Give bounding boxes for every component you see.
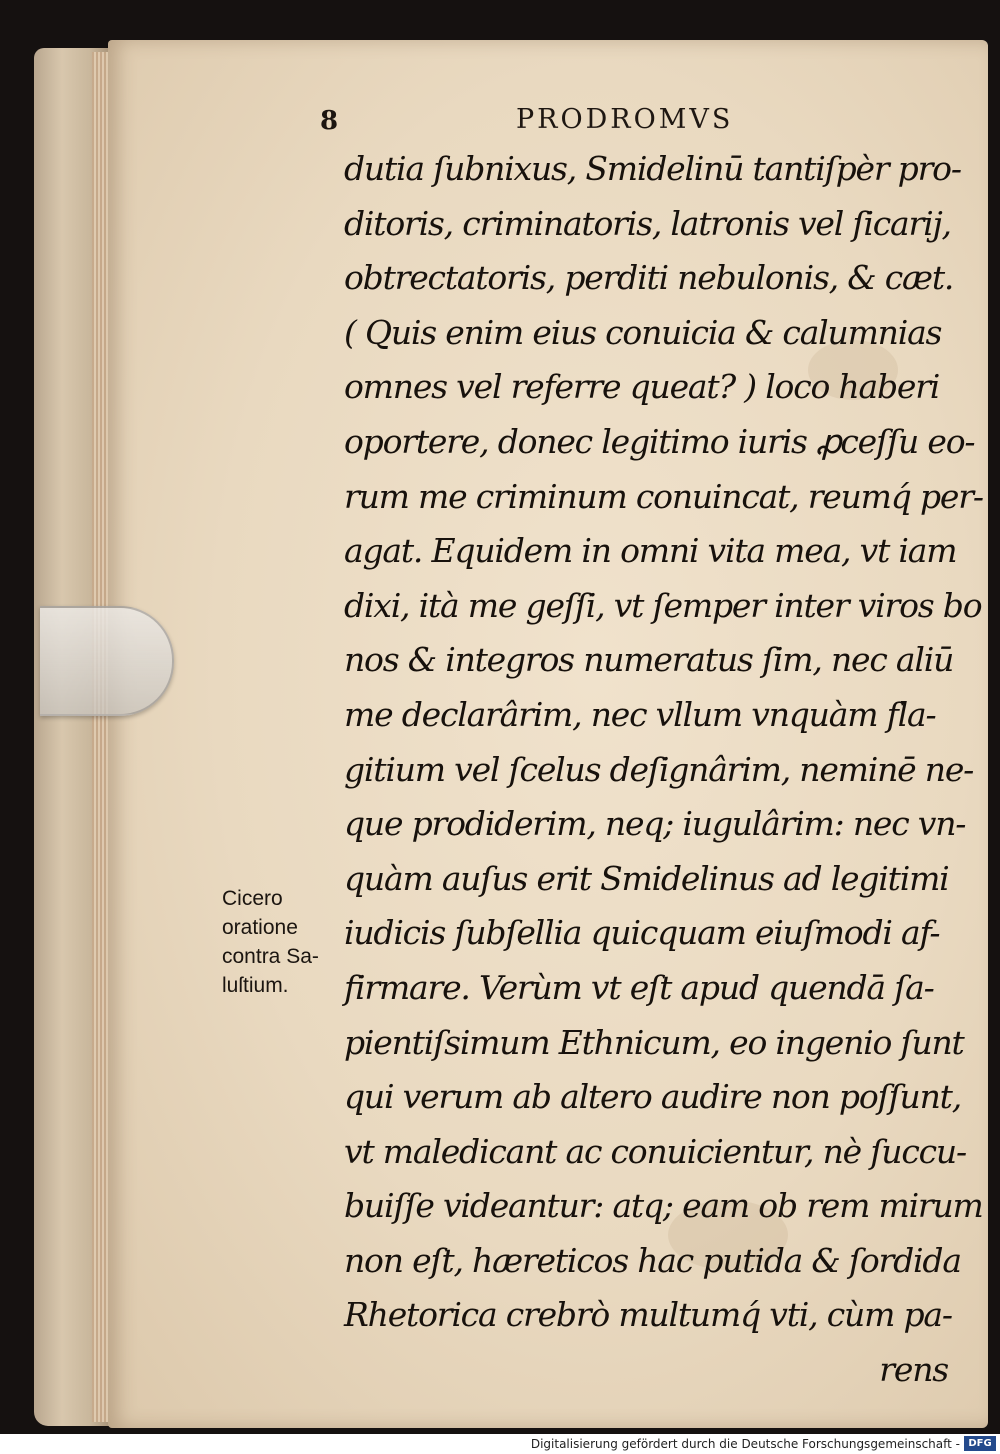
main-text-block	[344, 142, 983, 1398]
text-line: buiſſe videantur: atq; eam ob rem mirum	[344, 1186, 983, 1226]
text-line: iudicis ſubſellia quicquam eiuſmodi af-	[344, 913, 940, 953]
text-line: obtrectatoris, perditi nebulonis, & cæt.	[344, 258, 954, 298]
page-number: 8	[320, 106, 339, 136]
dfg-logo-icon: DFG	[964, 1436, 996, 1451]
text-line: rum me criminum conuincat, reumq́ per-	[344, 476, 983, 516]
text-line: oportere, donec legitimo iuris ꝓceſſu eo-	[344, 421, 975, 461]
text-line: quàm auſus erit Smidelinus ad legitimi	[344, 858, 949, 898]
margin-note-line: contra Sa-	[222, 945, 319, 968]
margin-note-line: oratione	[222, 916, 298, 939]
margin-note-line: Cicero	[222, 887, 283, 910]
footer-credit: Digitalisierung gefördert durch die Deutsche Forschungsgemeinschaft -	[530, 1437, 960, 1451]
text-line: ( Quis enim eius conuicia & calumnias	[344, 312, 942, 352]
text-line: vt maledicant ac conuicientur, nè ſuccu-	[344, 1131, 966, 1171]
digitization-footer	[0, 1434, 1000, 1454]
text-line: qui verum ab altero audire non poſſunt,	[344, 1077, 961, 1117]
text-line: me declarârim, nec vllum vnquàm fla-	[344, 694, 936, 734]
text-line: dutia ſubnixus, Smidelinū tantiſpèr pro-	[344, 149, 961, 188]
text-line: omnes vel referre queat? ) loco haberi	[344, 367, 940, 407]
text-line: que prodiderim, neq; iugulârim: nec vn-	[344, 804, 966, 844]
text-line: gitium vel ſcelus deſignârim, neminē ne-	[344, 749, 974, 789]
text-line: ditoris, criminatoris, latronis vel ſicarij,	[344, 203, 951, 243]
text-line: firmare. Verùm vt eſt apud quendā ſa-	[344, 967, 934, 1007]
text-line: nos & integros numeratus ſim, nec aliū	[344, 640, 954, 680]
text-line: agat. Equidem in omni vita mea, vt iam	[344, 531, 957, 571]
text-line: pientiſsimum Ethnicum, eo ingenio ſunt	[344, 1022, 964, 1062]
page-header	[320, 104, 940, 138]
text-line: dixi, ità me geſſi, vt ſemper inter viros bo	[344, 585, 982, 625]
text-line: rens	[879, 1350, 948, 1390]
page-clip	[40, 606, 174, 716]
margin-note	[222, 884, 352, 1000]
running-head: PRODROMVS	[516, 104, 734, 135]
text-line: Rhetorica crebrò multumq́ vti, cùm pa-	[344, 1295, 952, 1335]
text-line: non eſt, hæreticos hac putida & ſordida	[344, 1240, 961, 1280]
margin-note-line: luſtium.	[222, 974, 289, 997]
